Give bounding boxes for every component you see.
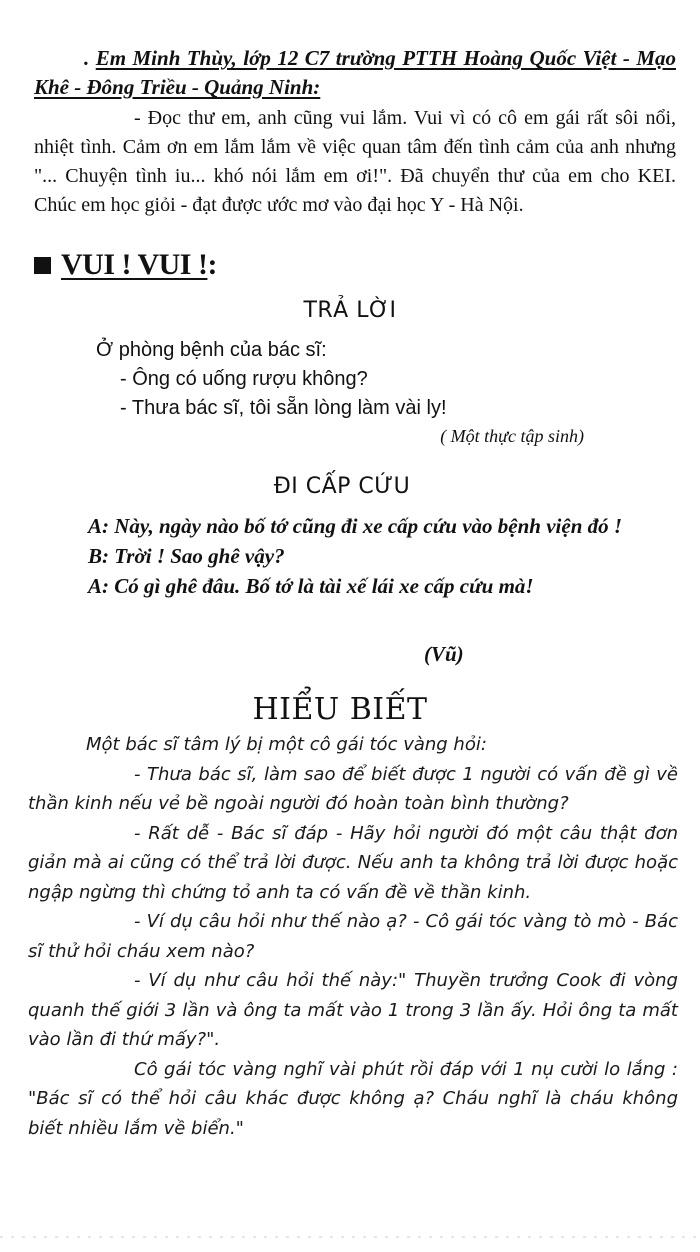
letter-recipient [34,44,676,102]
story-line: A: Này, ngày nào bố tớ cũng đi xe cấp cứu vào bệnh viện đó ! [88,514,623,538]
story-body-di-cap-cuu [28,511,676,601]
story-body-tra-loi [96,336,447,423]
paragraph-text: - Ví dụ câu hỏi như thế nào ạ? - Cô gái tóc vàng tò mò - Bác sĩ thử hỏi cháu xem nào? [28,911,678,962]
story-title-hieu-biet: HIỂU BIẾT [252,692,428,727]
story-line: B: Trời ! Sao ghê vậy? [88,544,285,568]
story-body-hieu-biet [28,730,678,1143]
paragraph-text: - Ví dụ như câu hỏi thế này:" Thuyền trưởng Cook đi vòng quanh thế giới 3 lần và ông ta mất vào 1 trong 3 lần ấy. Hỏi ông ta mất vào lần đi thứ mấy?". [28,970,678,1050]
story-credit: ( Một thực tập sinh) [440,426,584,446]
story-line: - Thưa bác sĩ, tôi sẵn lòng làm vài ly! [120,397,447,419]
black-square-icon [34,257,51,274]
paragraph-text: - Thưa bác sĩ, làm sao để biết được 1 người có vấn đề gì về thần kinh nếu vẻ bề ngoài người đó hoàn toàn bình thường? [28,763,678,814]
story-paragraph: Một bác sĩ tâm lý bị một cô gái tóc vàng hỏi: [86,734,487,755]
paragraph-text: Cô gái tóc vàng nghĩ vài phút rồi đáp với 1 nụ cười lo lắng : "Bác sĩ có thể hỏi câu khác được không ạ? Cháu nghĩ là cháu không biết nhiều lắm về biển." [28,1058,678,1139]
section-heading [34,248,217,282]
story-paragraph [28,760,678,819]
recipient-name: Em Minh Thùy, lớp 12 C7 trường PTTH Hoàng Quốc Việt - Mạo Khê - Đông Triều - Quảng Ninh: [34,46,677,99]
story-line: - Ông có uống rượu không? [120,368,368,390]
reader-letter-reply [34,44,676,220]
story-paragraph [28,907,678,966]
recipient-bullet: . [84,46,96,70]
story-credit: (Vũ) [424,642,464,666]
story-paragraph [28,966,678,1055]
story-paragraph [28,1055,678,1144]
story-paragraph [28,819,678,908]
paragraph-text: - Rất dễ - Bác sĩ đáp - Hãy hỏi người đó một câu thật đơn giản mà ai cũng có thể trả lời được. Nếu anh ta không trả lời được hoặc ngập ngừng thì chứng tỏ anh ta có vấn đề về thần kinh. [28,822,678,903]
story-title-tra-loi: TRẢ LỜI [303,298,397,323]
section-title-colon: : [207,248,217,281]
story-line: Ở phòng bệnh của bác sĩ: [96,339,327,361]
scan-artifact-line [0,1236,700,1238]
story-line: A: Có gì ghê đâu. Bố tớ là tài xế lái xe cấp cứu mà! [88,574,534,598]
section-title: VUI ! VUI ! [61,248,208,281]
letter-reply-text [34,104,676,220]
story-title-di-cap-cuu: ĐI CẤP CỨU [273,474,411,499]
reply-body: - Đọc thư em, anh cũng vui lắm. Vui vì có cô em gái rất sôi nổi, nhiệt tình. Cảm ơn em lắm lắm về việc quan tâm đến tình cảm của anh nhưng "... Chuyện tình iu... khó nói lắm em ơi!". Đã chuyển thư của em cho KEI. Chúc em học giỏi - đạt được ước mơ vào đại học Y - Hà Nội. [34,107,676,216]
